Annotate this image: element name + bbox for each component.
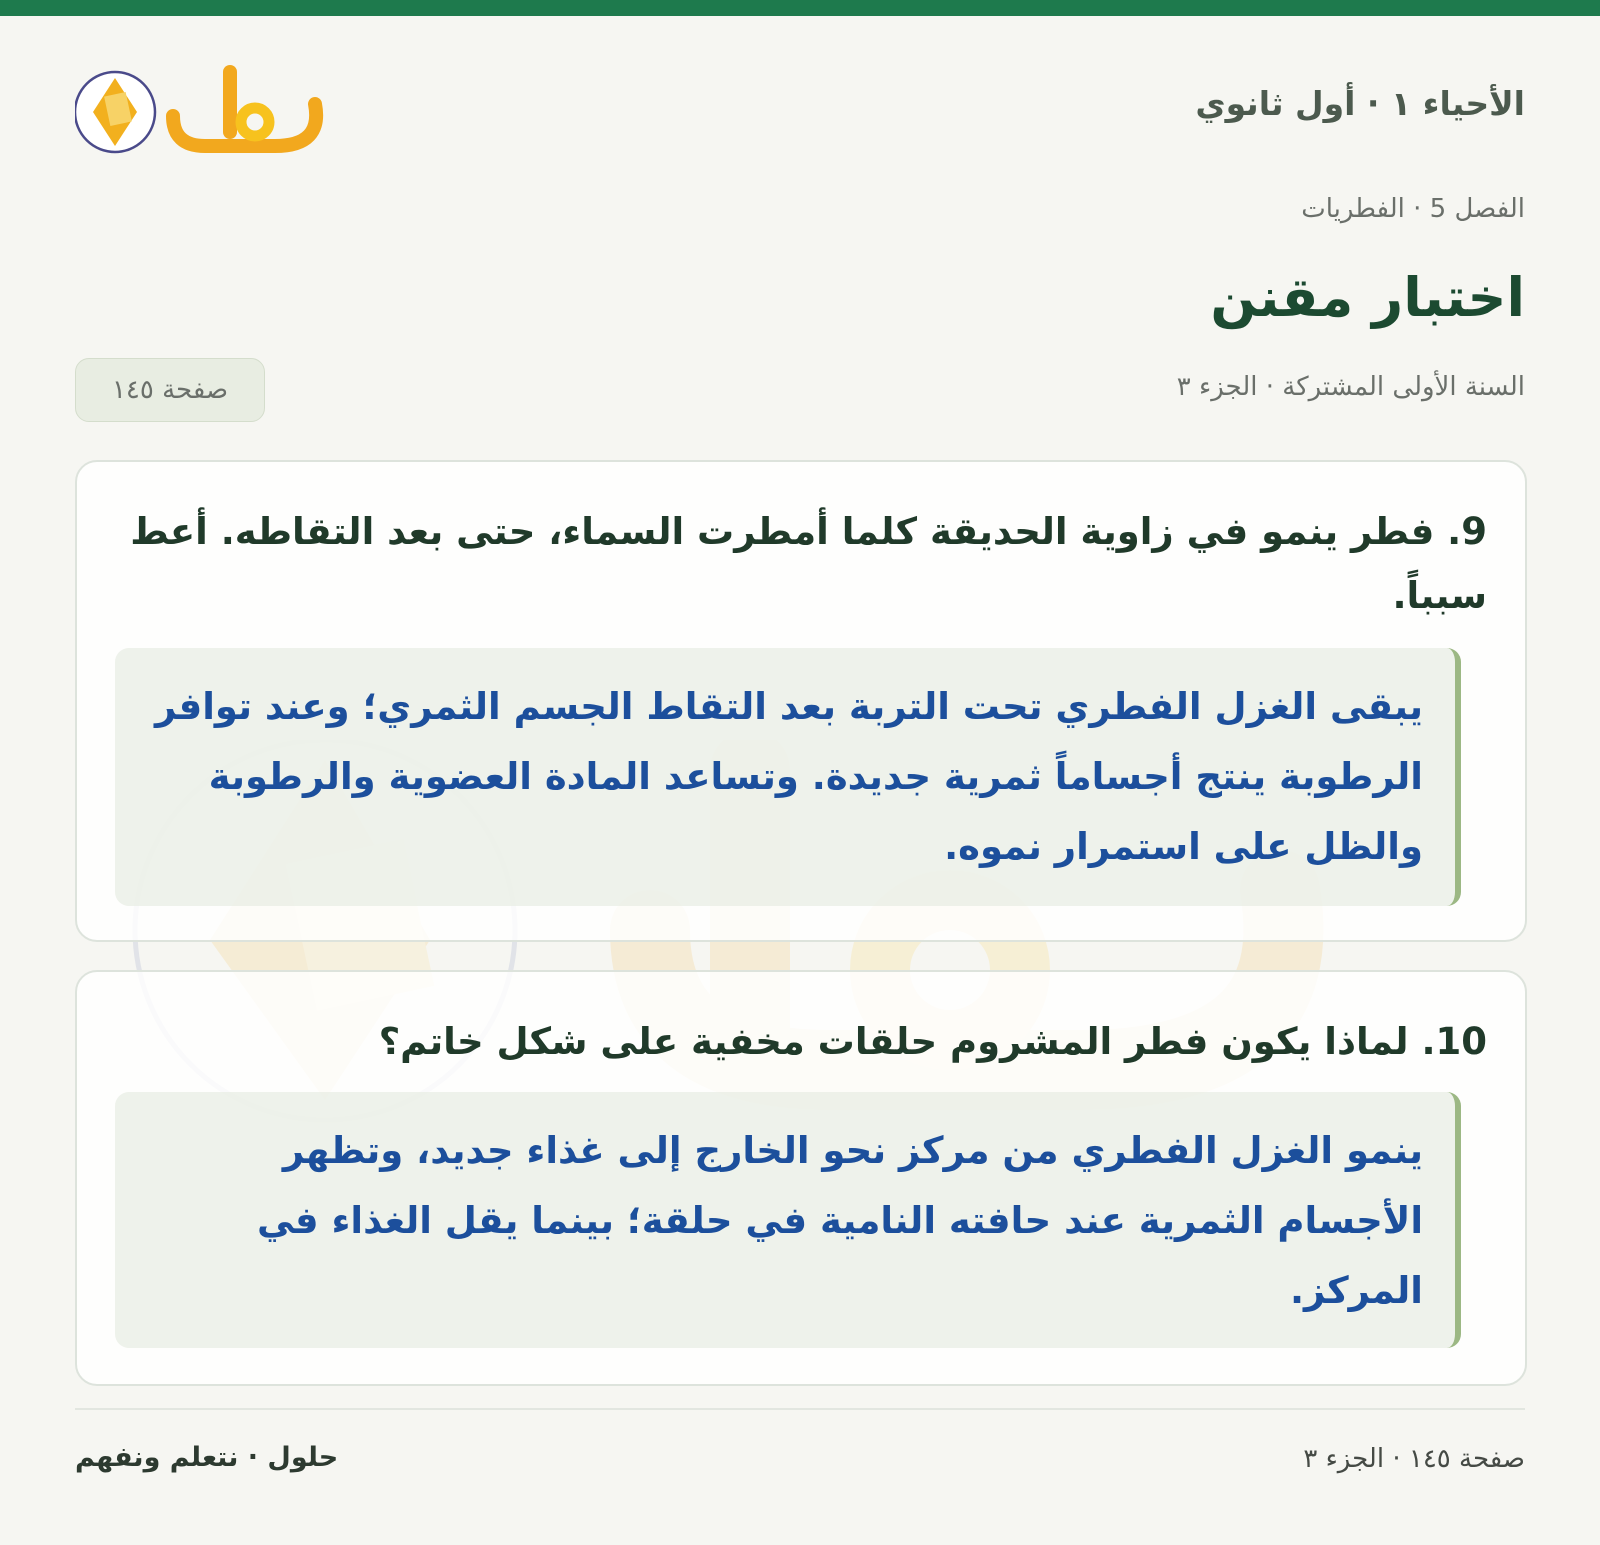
footer-page-info: صفحة ١٤٥ · الجزء ٣ [1303, 1444, 1525, 1474]
chapter-label: الفصل 5 · الفطريات [1301, 194, 1525, 224]
answer-text: يبقى الغزل الفطري تحت التربة بعد التقاط الجسم الثمري؛ وعند توافر الرطوبة ينتج أجساماً ثمرية جديدة. وتساعد المادة العضوية والرطوبة والظل على استمرار نموه. [154, 685, 1423, 868]
page-header [75, 16, 1525, 176]
question-text: 9. فطر ينمو في زاوية الحديقة كلما أمطرت السماء، حتى بعد التقاطه. أعط سبباً. [130, 510, 1487, 617]
answer-box [115, 1092, 1461, 1348]
answer-box [115, 648, 1461, 906]
subject-title: الأحياء ١ · أول ثانوي [1195, 84, 1525, 123]
question-card [75, 970, 1527, 1386]
quiz-title: اختبار مقنن [1210, 266, 1525, 329]
hulul-logo [75, 54, 335, 164]
question-text: 10. لماذا يكون فطر المشروم حلقات مخفية على شكل خاتم؟ [378, 1020, 1487, 1063]
grade-meta: السنة الأولى المشتركة · الجزء ٣ [1176, 372, 1525, 402]
page-content [75, 16, 1525, 1474]
footer-divider [75, 1408, 1525, 1410]
answer-text: ينمو الغزل الفطري من مركز نحو الخارج إلى غذاء جديد، وتظهر الأجسام الثمرية عند حافته النامية في حلقة؛ بينما يقل الغذاء في المركز. [256, 1129, 1423, 1312]
footer-brand: حلول · نتعلم ونفهم [75, 1442, 339, 1473]
page-number-badge: صفحة ١٤٥ [75, 358, 265, 422]
question-card [75, 460, 1527, 942]
top-accent-bar [0, 0, 1600, 16]
